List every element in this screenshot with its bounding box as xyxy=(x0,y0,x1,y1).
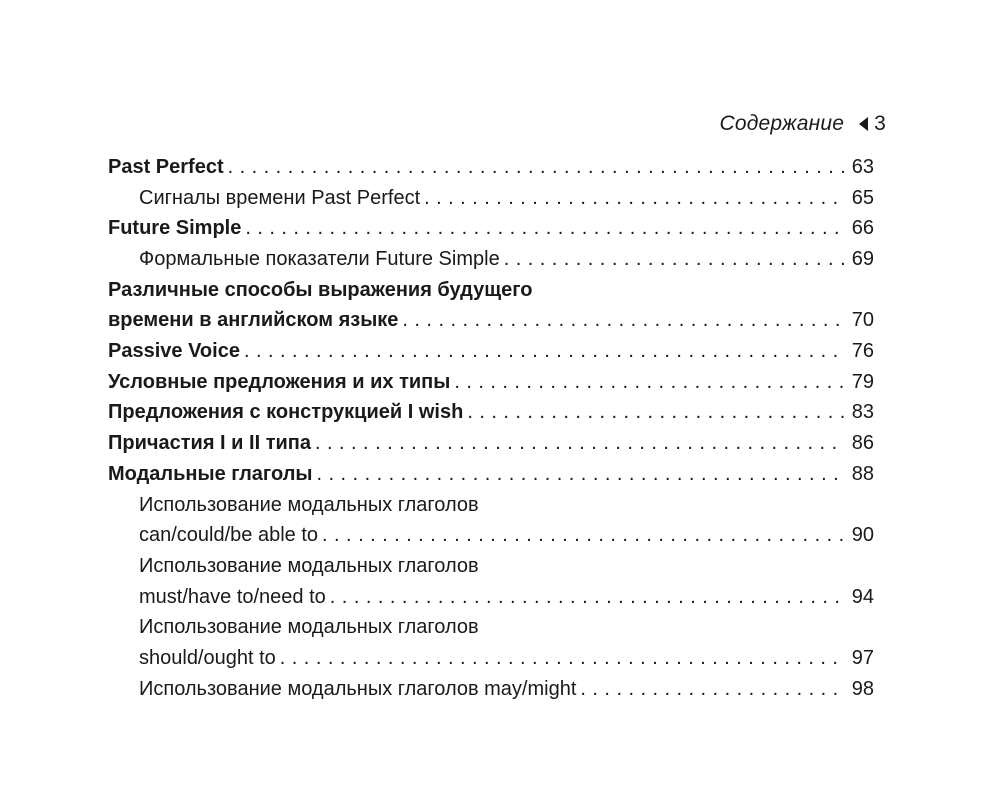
dot-leader xyxy=(467,397,844,428)
toc-entry[interactable] xyxy=(108,305,874,336)
dot-leader xyxy=(580,674,844,705)
toc-entry-title: Использование модальных глаголов may/might xyxy=(139,677,577,700)
toc-entry-title: Предложения с конструкцией I wish xyxy=(108,401,464,424)
toc-entry-title: времени в английском языке xyxy=(108,309,399,332)
toc-entry[interactable] xyxy=(108,183,874,214)
toc-entry-page: 83 xyxy=(851,401,874,424)
toc-entry-title: Использование модальных глаголов xyxy=(139,554,479,577)
dot-leader xyxy=(454,367,844,398)
toc-entry-title: Past Perfect xyxy=(108,155,224,178)
triangle-left-icon xyxy=(859,117,868,131)
toc-entry-title: must/have to/need to xyxy=(139,585,326,608)
toc-entry[interactable] xyxy=(108,152,874,183)
toc-entry-title: Причастия I и II типа xyxy=(108,432,311,455)
toc-entry[interactable] xyxy=(108,244,874,275)
dot-leader xyxy=(280,643,844,674)
dot-leader xyxy=(330,582,844,613)
toc-entry[interactable] xyxy=(108,520,874,551)
toc-entry[interactable] xyxy=(108,612,874,643)
toc-entry[interactable] xyxy=(108,674,874,705)
toc-entry[interactable] xyxy=(108,551,874,582)
dot-leader xyxy=(322,520,844,551)
toc-entry-page: 76 xyxy=(851,340,874,363)
toc-entry[interactable] xyxy=(108,490,874,521)
toc-entry[interactable] xyxy=(108,428,874,459)
dot-leader xyxy=(228,152,844,183)
toc-entry[interactable] xyxy=(108,367,874,398)
toc-entry-page: 88 xyxy=(851,462,874,485)
running-header-title: Содержание xyxy=(719,112,845,135)
dot-leader xyxy=(245,213,844,244)
toc-entry-page: 97 xyxy=(851,646,874,669)
toc-entry-page: 79 xyxy=(851,370,874,393)
toc-entry-title: Сигналы времени Past Perfect xyxy=(139,186,421,209)
toc-entry-title: Passive Voice xyxy=(108,340,240,363)
page-number: 3 xyxy=(874,112,886,135)
toc-entry-page: 86 xyxy=(851,432,874,455)
dot-leader xyxy=(315,428,844,459)
toc-entry-title: Использование модальных глаголов xyxy=(139,616,479,639)
dot-leader xyxy=(402,305,844,336)
toc-entry-page: 94 xyxy=(851,585,874,608)
toc-entry[interactable] xyxy=(108,213,874,244)
toc-entry-title: Использование модальных глаголов xyxy=(139,493,479,516)
dot-leader xyxy=(317,459,844,490)
toc-entry-page: 70 xyxy=(851,309,874,332)
toc-entry-title: should/ought to xyxy=(139,646,276,669)
dot-leader xyxy=(424,183,844,214)
toc-entry[interactable] xyxy=(108,336,874,367)
toc-entry[interactable] xyxy=(108,582,874,613)
toc-entry-title: Future Simple xyxy=(108,217,242,240)
toc-entry[interactable] xyxy=(108,643,874,674)
table-of-contents xyxy=(108,152,874,704)
toc-entry-page: 63 xyxy=(851,155,874,178)
running-header xyxy=(0,112,886,136)
toc-entry-title: Различные способы выражения будущего xyxy=(108,278,533,301)
toc-entry-page: 90 xyxy=(851,524,874,547)
toc-entry[interactable] xyxy=(108,459,874,490)
dot-leader xyxy=(244,336,844,367)
toc-entry-page: 98 xyxy=(851,677,874,700)
toc-entry[interactable] xyxy=(108,398,874,429)
toc-entry-page: 65 xyxy=(851,186,874,209)
toc-entry-title: can/could/be able to xyxy=(139,524,319,547)
toc-entry-title: Условные предложения и их типы xyxy=(108,370,451,393)
toc-entry-page: 66 xyxy=(851,217,874,240)
toc-entry-page: 69 xyxy=(851,248,874,271)
toc-entry[interactable] xyxy=(108,275,874,306)
toc-entry-title: Модальные глаголы xyxy=(108,462,313,485)
toc-entry-title: Формальные показатели Future Simple xyxy=(139,248,500,271)
dot-leader xyxy=(504,244,844,275)
